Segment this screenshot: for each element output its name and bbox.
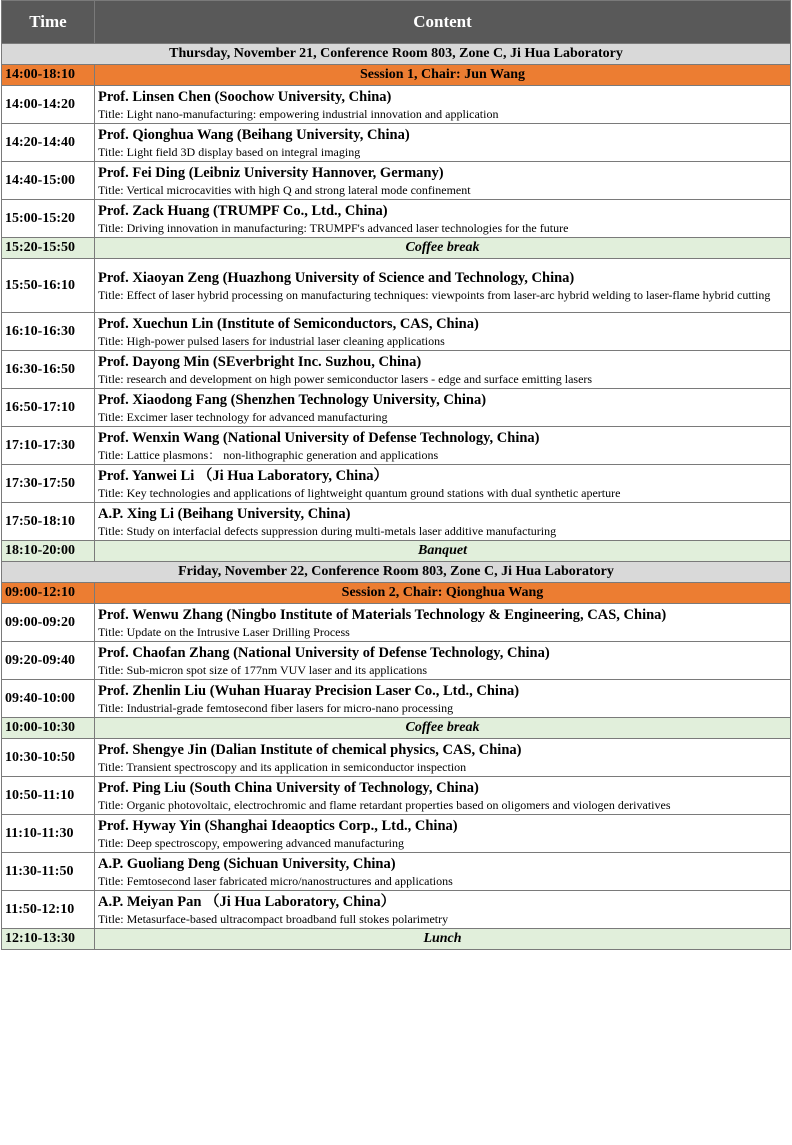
talk-title: Title: Transient spectroscopy and its application in semiconductor inspection [98, 759, 467, 774]
speaker-name: Prof. Xiaodong Fang (Shenzhen Technology University, China) [98, 391, 487, 408]
speaker-name: Prof. Shengye Jin (Dalian Institute of chemical physics, CAS, China) [98, 741, 522, 758]
talk-time: 17:10-17:30 [2, 427, 95, 465]
talk-time: 14:40-15:00 [2, 162, 95, 200]
speaker-name: Prof. Hyway Yin (Shanghai Ideaoptics Corp., Ltd., China) [98, 817, 458, 834]
talk-content [95, 124, 791, 162]
session-time: 09:00-12:10 [2, 583, 95, 604]
talk-title: Title: Light nano-manufacturing: empowering industrial innovation and application [98, 106, 499, 121]
talk-title: Title: Metasurface-based ultracompact broadband full stokes polarimetry [98, 911, 449, 926]
talk-title: Title: Lattice plasmons： non-lithographic generation and applications [98, 447, 439, 462]
talk-content [95, 642, 791, 680]
speaker-name: Prof. Zack Huang (TRUMPF Co., Ltd., China) [98, 202, 388, 219]
talk-time: 16:50-17:10 [2, 389, 95, 427]
talk-content [95, 427, 791, 465]
talk-row [2, 853, 791, 891]
talk-content [95, 891, 791, 929]
talk-title: Title: Deep spectroscopy, empowering advanced manufacturing [98, 835, 405, 850]
day-header: Thursday, November 21, Conference Room 803, Zone C, Ji Hua Laboratory [2, 44, 791, 65]
break-row [2, 541, 791, 562]
break-label: Lunch [95, 929, 791, 950]
speaker-name: Prof. Chaofan Zhang (National University of Defense Technology, China) [98, 644, 550, 661]
talk-title: Title: Light field 3D display based on integral imaging [98, 144, 361, 159]
talk-content [95, 351, 791, 389]
talk-time: 11:10-11:30 [2, 815, 95, 853]
speaker-name: A.P. Meiyan Pan （Ji Hua Laboratory, China） [98, 893, 396, 910]
talk-row [2, 604, 791, 642]
speaker-name: Prof. Ping Liu (South China University of Technology, China) [98, 779, 479, 796]
talk-row [2, 739, 791, 777]
talk-content [95, 465, 791, 503]
talk-time: 09:00-09:20 [2, 604, 95, 642]
talk-row [2, 891, 791, 929]
talk-time: 11:50-12:10 [2, 891, 95, 929]
speaker-name: A.P. Guoliang Deng (Sichuan University, China) [98, 855, 396, 872]
talk-time: 09:40-10:00 [2, 680, 95, 718]
break-time: 10:00-10:30 [2, 718, 95, 739]
talk-time: 17:30-17:50 [2, 465, 95, 503]
talk-content [95, 162, 791, 200]
talk-title: Title: Effect of laser hybrid processing on manufacturing techniques: viewpoints from laser-arc hybrid welding to laser-flame hybrid cutting [98, 287, 771, 302]
talk-time: 11:30-11:50 [2, 853, 95, 891]
talk-row [2, 427, 791, 465]
talk-content [95, 389, 791, 427]
talk-content [95, 815, 791, 853]
day-header-row [2, 562, 791, 583]
speaker-name: Prof. Xiaoyan Zeng (Huazhong University of Science and Technology, China) [98, 269, 575, 286]
talk-title: Title: Update on the Intrusive Laser Drilling Process [98, 624, 350, 639]
talk-row [2, 642, 791, 680]
talk-row [2, 259, 791, 313]
talk-time: 16:30-16:50 [2, 351, 95, 389]
talk-time: 17:50-18:10 [2, 503, 95, 541]
talk-content [95, 313, 791, 351]
talk-content [95, 259, 791, 313]
day-header: Friday, November 22, Conference Room 803, Zone C, Ji Hua Laboratory [2, 562, 791, 583]
talk-row [2, 313, 791, 351]
talk-time: 10:30-10:50 [2, 739, 95, 777]
talk-title: Title: Key technologies and applications of lightweight quantum ground stations with dual synthetic aperture [98, 485, 621, 500]
talk-time: 09:20-09:40 [2, 642, 95, 680]
talk-title: Title: Excimer laser technology for advanced manufacturing [98, 409, 388, 424]
talk-row [2, 351, 791, 389]
break-time: 12:10-13:30 [2, 929, 95, 950]
talk-content [95, 680, 791, 718]
talk-content [95, 503, 791, 541]
talk-title: Title: Vertical microcavities with high Q and strong lateral mode confinement [98, 182, 471, 197]
speaker-name: Prof. Linsen Chen (Soochow University, China) [98, 88, 392, 105]
talk-row [2, 389, 791, 427]
break-row [2, 238, 791, 259]
talk-row [2, 465, 791, 503]
speaker-name: Prof. Zhenlin Liu (Wuhan Huaray Precision Laser Co., Ltd., China) [98, 682, 520, 699]
schedule-body [2, 44, 791, 950]
day-header-row [2, 44, 791, 65]
talk-title: Title: research and development on high power semiconductor lasers - edge and surface emitting lasers [98, 371, 593, 386]
talk-content [95, 777, 791, 815]
talk-title: Title: Femtosecond laser fabricated micro/nanostructures and applications [98, 873, 453, 888]
talk-row [2, 200, 791, 238]
speaker-name: Prof. Xuechun Lin (Institute of Semiconductors, CAS, China) [98, 315, 479, 332]
speaker-name: Prof. Qionghua Wang (Beihang University, China) [98, 126, 410, 143]
speaker-name: Prof. Wenwu Zhang (Ningbo Institute of Materials Technology & Engineering, CAS, China) [98, 606, 667, 623]
speaker-name: Prof. Yanwei Li （Ji Hua Laboratory, China） [98, 467, 389, 484]
speaker-name: Prof. Dayong Min (SEverbright Inc. Suzhou, China) [98, 353, 422, 370]
header-row [2, 1, 791, 44]
break-label: Banquet [95, 541, 791, 562]
session-label: Session 2, Chair: Qionghua Wang [95, 583, 791, 604]
talk-row [2, 680, 791, 718]
speaker-name: Prof. Wenxin Wang (National University of Defense Technology, China) [98, 429, 540, 446]
break-row [2, 718, 791, 739]
break-row [2, 929, 791, 950]
talk-content [95, 604, 791, 642]
talk-title: Title: Driving innovation in manufacturing: TRUMPF's advanced laser technologies for the future [98, 220, 569, 235]
session-row [2, 583, 791, 604]
talk-time: 15:00-15:20 [2, 200, 95, 238]
talk-row [2, 815, 791, 853]
talk-row [2, 162, 791, 200]
session-row [2, 65, 791, 86]
session-time: 14:00-18:10 [2, 65, 95, 86]
time-column-header: Time [2, 1, 95, 44]
talk-row [2, 777, 791, 815]
speaker-name: A.P. Xing Li (Beihang University, China) [98, 505, 351, 522]
talk-title: Title: Organic photovoltaic, electrochromic and flame retardant properties based on oligomers and viologen derivatives [98, 797, 671, 812]
talk-row [2, 86, 791, 124]
break-label: Coffee break [95, 238, 791, 259]
talk-row [2, 503, 791, 541]
talk-content [95, 853, 791, 891]
talk-time: 14:00-14:20 [2, 86, 95, 124]
session-label: Session 1, Chair: Jun Wang [95, 65, 791, 86]
talk-title: Title: High-power pulsed lasers for industrial laser cleaning applications [98, 333, 445, 348]
break-time: 18:10-20:00 [2, 541, 95, 562]
talk-time: 10:50-11:10 [2, 777, 95, 815]
talk-content [95, 86, 791, 124]
break-label: Coffee break [95, 718, 791, 739]
talk-title: Title: Sub-micron spot size of 177nm VUV laser and its applications [98, 662, 428, 677]
content-column-header: Content [95, 1, 791, 44]
talk-title: Title: Study on interfacial defects suppression during multi-metals laser additive manufacturing [98, 523, 557, 538]
talk-time: 15:50-16:10 [2, 259, 95, 313]
talk-time: 14:20-14:40 [2, 124, 95, 162]
talk-content [95, 200, 791, 238]
speaker-name: Prof. Fei Ding (Leibniz University Hannover, Germany) [98, 164, 444, 181]
break-time: 15:20-15:50 [2, 238, 95, 259]
talk-row [2, 124, 791, 162]
schedule-table [1, 0, 791, 950]
talk-time: 16:10-16:30 [2, 313, 95, 351]
talk-title: Title: Industrial-grade femtosecond fiber lasers for micro-nano processing [98, 700, 454, 715]
talk-content [95, 739, 791, 777]
